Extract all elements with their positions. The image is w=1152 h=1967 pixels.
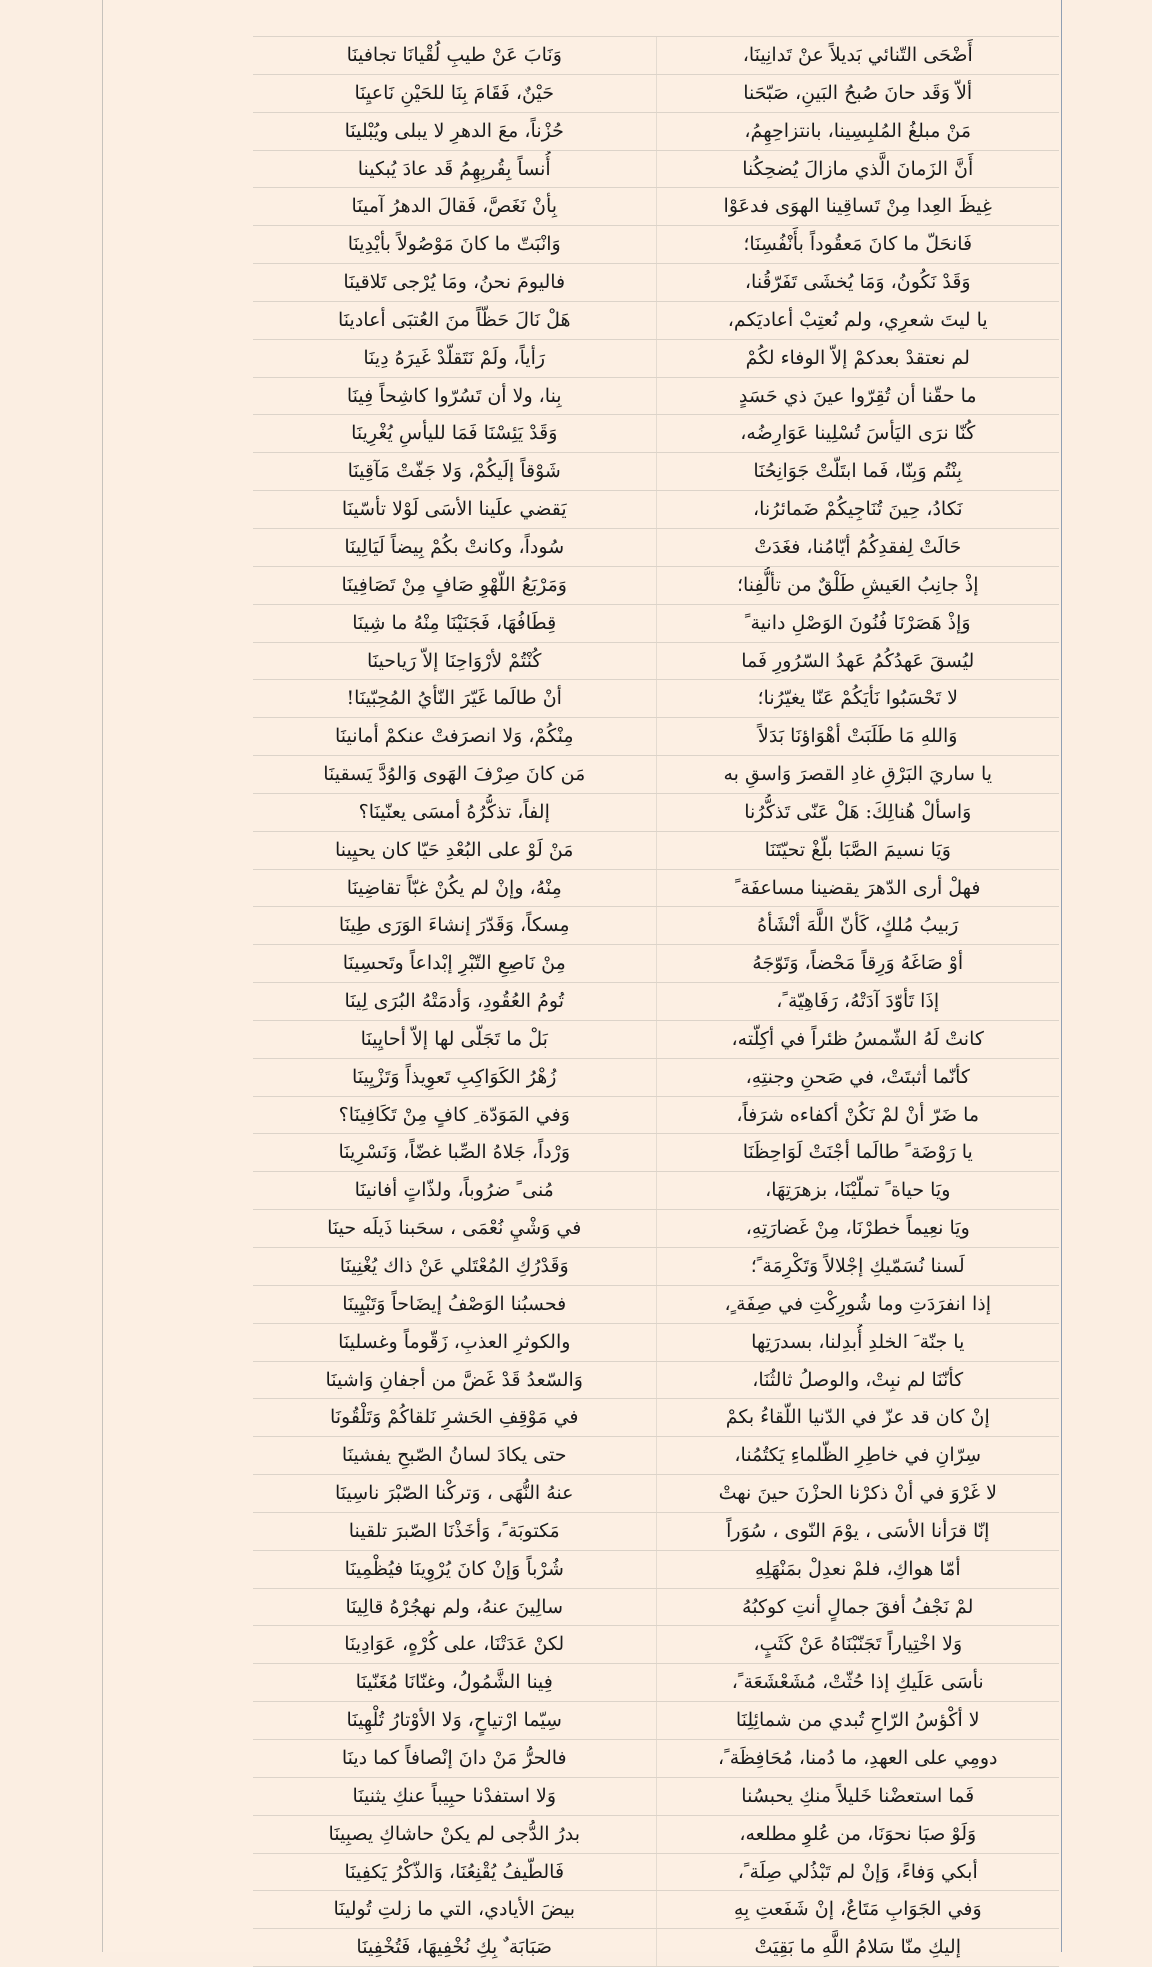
verse-second-hemistich: فَالطّيفُ يُقْنِعُنَا، وَالذّكْرُ يَكفِينَا (344, 1860, 565, 1883)
verse-second-hemistich: بدرُ الدُّجى لم يكنْ حاشاكِ يصبِينَا (328, 1822, 581, 1845)
verse-second-hemistich: مُنى ً ضرُوباً، ولذّاتٍ أفانينَا (354, 1179, 554, 1202)
verse-row (253, 37, 1059, 75)
verse-row (253, 340, 1059, 378)
verse-first-hemistich: إنّا قرَأنا الأسَى ، يوْمَ النّوى ، سُوَراً (656, 1513, 1060, 1550)
verse-second-hemistich: فحسبُنا الوَصْفُ إيضَاحاً وَتَبْيِينَا (342, 1292, 567, 1315)
verse-first-hemistich: رَبيبُ مُلكٍ، كَأنّ اللَّهَ أنْشَأهُ (656, 907, 1060, 944)
verse-row (253, 1362, 1059, 1400)
verse-first-hemistich: يا ساريَ البَرْقِ غادِ القصرَ وَاسقِ به (656, 756, 1060, 793)
verse-second-hemistich: حتى يكادَ لسانُ الصّبحِ يفشينَا (341, 1444, 567, 1467)
verse-first-hemistich: فَانحَلّ ما كانَ مَعقُوداً بأَنْفُسِنَا؛ (656, 226, 1060, 263)
verse-row (253, 1248, 1059, 1286)
verse-second-hemistich: فالحرُّ مَنْ دانَ إنْصافاً كما دينَا (341, 1746, 567, 1769)
verse-second-hemistich: سِيّما ارْتياحٍ، وَلا الأوْتارُ تُلْهِينَا (346, 1709, 562, 1732)
verse-row (253, 907, 1059, 945)
verse-second-hemistich: وَنَابَ عَنْ طيبِ لُقْيانَا تجافينَا (346, 44, 562, 66)
verse-row (253, 1702, 1059, 1740)
verse-second-hemistich: وَقَدْرُكِ المُعْتَلي عَنْ ذاك يُغْنِينَا (339, 1255, 569, 1277)
verse-row (253, 302, 1059, 340)
verse-second-hemistich: فاليومَ نحنُ، ومَا يُرْجى تَلاقينَا (343, 271, 566, 294)
verse-row (253, 264, 1059, 302)
verse-first-hemistich: إذَا تَأوّدَ آدَتْهُ، رَفَاهِيّة ً، (656, 983, 1060, 1020)
verse-row (253, 1286, 1059, 1324)
verse-second-hemistich: صَبَابَة ٌ بِكِ نُخْفِيهَا، فَتُخْفِينَا (356, 1936, 553, 1959)
verse-second-hemistich: مَنْ لَوْ على البُعْدِ حَيّا كان يحيِينا (335, 838, 574, 861)
verse-row (253, 1513, 1059, 1551)
verse-row (253, 983, 1059, 1021)
verse-row (253, 415, 1059, 453)
verse-second-hemistich: وَانْبَتّ ما كانَ مَوْصُولاً بأيْدِينَا (347, 233, 561, 256)
verse-first-hemistich: أَنَّ الزَمانَ الَّذي مازالَ يُضحِكُنا (656, 151, 1060, 188)
verse-second-hemistich: شَوْقاً إلَيكُمْ، وَلا جَفّتْ مَآقِينَا (347, 460, 561, 483)
verse-row (253, 1437, 1059, 1475)
verse-row (253, 1929, 1059, 1967)
verse-row (253, 1134, 1059, 1172)
verse-second-hemistich: في مَوْقِفِ الحَشرِ نَلقاكُمْ وَتَلْقُونَا (329, 1406, 579, 1429)
verse-row (253, 1626, 1059, 1664)
verse-second-hemistich: تُومُ العُقُودِ، وَأدمَتْهُ البُرَى لِينَا (344, 990, 564, 1013)
verse-row (253, 1172, 1059, 1210)
verse-second-hemistich: في وَشْيِ نُعْمَى ، سحَبنا ذَيلَه حينَا (327, 1217, 582, 1240)
verse-second-hemistich: فِينا الشَّمُولُ، وغنّانَا مُغَنّينَا (355, 1671, 553, 1694)
verse-first-hemistich: لا أكْؤسُ الرّاحِ تُبدي من شمائِلِنَا (656, 1702, 1060, 1739)
verse-row (253, 1740, 1059, 1778)
verse-second-hemistich: بِأنْ نَغَصَّ، فَقالَ الدهرُ آمينَا (351, 195, 558, 218)
verse-first-hemistich: أوْ صَاغَهُ وَرِقاً مَحْضاً، وَتَوّجَهُ (656, 945, 1060, 982)
verse-row (253, 188, 1059, 226)
verse-first-hemistich: لا غَرْوَ في أنْ ذكرْنا الحزْنَ حينَ نهتْ (656, 1475, 1060, 1512)
verse-second-hemistich: وَفي المَوَدّة ِ كافٍ مِنْ تَكَافِينَا؟ (338, 1103, 570, 1126)
verse-row (253, 1891, 1059, 1929)
verse-first-hemistich: وَلَوْ صبَا نحوَنَا، من عُلوِ مطلعه، (656, 1816, 1060, 1853)
verse-second-hemistich: حَيْنٌ، فَقَامَ بِنَا للحَيْنِ نَاعيِنَا (354, 81, 554, 104)
verse-first-hemistich: لا تَحْسَبُوا نَأيَكُمْ عَنّا يغيّرُنا؛ (656, 680, 1060, 717)
verse-row (253, 1589, 1059, 1627)
verse-row (253, 1210, 1059, 1248)
verse-second-hemistich: أُنساً بِقُربِهِمُ قَد عادَ يُبكينا (357, 157, 551, 180)
verse-row (253, 1664, 1059, 1702)
verse-second-hemistich: مِسكاً، وَقَدّرَ إنشاءَ الوَرَى طِينَا (338, 914, 570, 937)
verse-first-hemistich: ويَا حياة ً تملّيْنَا، بزهرَتِهَا، (656, 1172, 1060, 1209)
verse-first-hemistich: كأنّنَا لم نبِتْ، والوصلُ ثالثُنَا، (656, 1362, 1060, 1399)
verse-second-hemistich: وَرْداً، جَلاهُ الصِّبا غضّاً، وَنَسْرِينَا (338, 1141, 571, 1164)
verse-first-hemistich: وَاسألْ هُنالِكَ: هَلْ عَنّى تَذكُّرُنا (656, 794, 1060, 831)
verse-second-hemistich: مِنْهُ، وإنْ لم يكُنْ غبّاً تقاضِينَا (346, 876, 562, 899)
verse-second-hemistich: شُرْباً وَإنْ كانَ يُرْوِينَا فيُظْمِينَا (344, 1557, 564, 1580)
verse-row (253, 1854, 1059, 1892)
verse-row (253, 794, 1059, 832)
verse-row (253, 1324, 1059, 1362)
verse-first-hemistich: ويَا نعِيماً خطرْنَا، مِنْ غَضارَتِهِ، (656, 1210, 1060, 1247)
verse-first-hemistich: كأنّما أثبتَتْ، في صَحنِ وجنتِهِ، (656, 1059, 1060, 1096)
verse-second-hemistich: يَقضي علَينا الأسَى لَوْلا تأسّينَا (341, 498, 567, 521)
verse-first-hemistich: كُنّا نرَى اليَأسَ تُسْلِينا عَوَارِضُه، (656, 415, 1060, 452)
verse-second-hemistich: إلفاً، تذكُّرُهُ أمسَى يعنّينَا؟ (358, 800, 550, 823)
verse-row (253, 756, 1059, 794)
verse-second-hemistich: كُنْتُمْ لأرْوَاحِنَا إلاّ رَياحينَا (367, 649, 542, 672)
verse-row (253, 567, 1059, 605)
verse-first-hemistich: وَقَدْ نَكُونُ، وَمَا يُخشَى تَفَرّقُنا، (656, 264, 1060, 301)
verse-first-hemistich: سِرّانِ في خاطِرِ الظّلماءِ يَكتُمُنا، (656, 1437, 1060, 1474)
verse-first-hemistich: لم نعتقدْ بعدكمْ إلاّ الوفاء لكُمْ (656, 340, 1060, 377)
verse-first-hemistich: دومِي على العهدِ، ما دُمنا، مُحَافِظَة ً، (656, 1740, 1060, 1777)
verse-row (253, 1021, 1059, 1059)
verse-first-hemistich: ما حقّنا أن تُقِرّوا عينَ ذي حَسَدٍ (656, 378, 1060, 415)
verse-second-hemistich: قِطَافُهَا، فَجَنَيْنَا مِنْهُ ما شِينَا (352, 611, 557, 634)
verse-row (253, 1399, 1059, 1437)
verse-second-hemistich: لكنْ عَدَتْنَا، على كُرْهٍ، عَوَادِينَا (344, 1633, 565, 1656)
verse-row (253, 378, 1059, 416)
verse-second-hemistich: مَكتوبَة ً، وَأخَذْنَا الصّبرَ تلقينا (348, 1519, 560, 1542)
verse-first-hemistich: مَنْ مبلغُ المُلبِسِينا، بانتزاحِهِمُ، (656, 113, 1060, 150)
verse-first-hemistich: إنْ كان قد عزّ في الدّنيا اللّقاءُ بكمْ (656, 1399, 1060, 1436)
verse-row (253, 453, 1059, 491)
verse-second-hemistich: وَقَدْ يَئِسْنَا فَمَا لليأسِ يُغْرِينَا (351, 422, 558, 445)
verse-row (253, 1551, 1059, 1589)
verse-second-hemistich: بِنا، ولا أن تَسُرّوا كاشِحاً فِينَا (346, 384, 562, 407)
verse-row (253, 113, 1059, 151)
verse-first-hemistich: أَضْحَى التّنائي بَديلاً عنْ تَدانِينَا، (656, 37, 1060, 74)
verse-row (253, 870, 1059, 908)
verse-first-hemistich: وَإذْ هَصَرْنَا فُنُونَ الوَصْلِ دانية ً (656, 605, 1060, 642)
verse-first-hemistich: أبكي وَفاءً، وَإنْ لم تَبْذُلي صِلَة ً، (656, 1854, 1060, 1891)
verse-first-hemistich: ألاّ وَقَد حانَ صُبحُ البَينِ، صَبّحَنا (656, 75, 1060, 112)
verse-first-hemistich: وَيَا نسيمَ الصَّبَا بلّغْ تحيّتَنَا (656, 832, 1060, 869)
verse-first-hemistich: بِنْتُم وَبِنّا، فَما ابتَلّتْ جَوَانِحُنَا (656, 453, 1060, 490)
verse-first-hemistich: إذْ جانِبُ العَيشِ طَلْقٌ من تألُّفِنا؛ (656, 567, 1060, 604)
verse-row (253, 718, 1059, 756)
verse-second-hemistich: زُهْرُ الكَوَاكِبِ تَعوِيذاً وَتَزْيِينَا (352, 1065, 557, 1088)
verse-first-hemistich: يا رَوْضَة ً طالَما أجْنَتْ لَوَاحِظَنَا (656, 1134, 1060, 1171)
verse-first-hemistich: كانتْ لَهُ الشّمسُ ظئراً في أكِلّته، (656, 1021, 1060, 1058)
verse-second-hemistich: وَمَرْبَعُ اللّهْوِ صَافٍ مِنْ تَصَافِينَا (341, 573, 567, 596)
verse-row (253, 1059, 1059, 1097)
verse-second-hemistich: رَأياً، ولَمْ نَتَقلّدْ غَيرَهُ دِينَا (363, 346, 546, 369)
verse-first-hemistich: لمْ نَجْفُ أفقَ جمالٍ أنتِ كوكبُهُ (656, 1589, 1060, 1626)
verse-first-hemistich: إليكِ منّا سَلامُ اللَّهِ ما بَقِيَتْ (656, 1929, 1060, 1966)
verse-row (253, 945, 1059, 983)
verse-second-hemistich: مَن كانَ صِرْفَ الهَوى وَالوُدَّ يَسقينَا (323, 763, 586, 786)
verse-first-hemistich: حَالَتْ لِفقدِكُمُ أيّامُنا، فغَدَتْ (656, 529, 1060, 566)
verse-row (253, 491, 1059, 529)
verse-row (253, 643, 1059, 681)
verse-first-hemistich: أمّا هواكِ، فلمْ نعدِلْ بمَنْهَلِهِ (656, 1551, 1060, 1588)
verse-first-hemistich: وَاللهِ مَا طَلَبَتْ أهْوَاؤنَا بَدَلاً (656, 718, 1060, 755)
verse-first-hemistich: ليُسقَ عَهدُكُمُ عَهدُ السّرُورِ فَما (656, 643, 1060, 680)
verse-row (253, 1816, 1059, 1854)
verse-row (253, 1475, 1059, 1513)
verse-second-hemistich: أنْ طالَما غَيّرَ النّأيُ المُحِبّينَا! (346, 687, 562, 710)
verse-second-hemistich: والكوثرِ العذبِ، زَقّوماً وغسلينَا (338, 1330, 571, 1353)
verse-first-hemistich: نأسَى عَلَيكِ إذا حُثّتْ، مُشَعْشَعَة ً، (656, 1664, 1060, 1701)
verse-second-hemistich: وَلا استفدْنا حبِيباً عنكِ يثنينَا (352, 1784, 557, 1807)
verse-first-hemistich: لَسنا نُسَمّيكِ إجْلالاً وَتَكْرِمَة ً؛ (656, 1248, 1060, 1285)
verse-first-hemistich: وَفي الجَوَابِ مَتَاعٌ، إنْ شَفَعتِ بِهِ (656, 1891, 1060, 1928)
verse-first-hemistich: نَكادُ، حِينَ تُنَاجِيكُمْ ضَمائرُنا، (656, 491, 1060, 528)
verse-row (253, 529, 1059, 567)
page-frame (102, 0, 1062, 1959)
verse-row (253, 226, 1059, 264)
verse-second-hemistich: سالِينَ عنهُ، ولم نهجُرْهُ قالِينَا (345, 1595, 564, 1618)
verse-first-hemistich: ما ضَرّ أنْ لمْ نَكُنْ أكفاءه شرَفاً، (656, 1097, 1060, 1134)
verse-row (253, 680, 1059, 718)
verse-first-hemistich: إذا انفرَدَتِ وما شُورِكْتِ في صِفَة ٍ، (656, 1286, 1060, 1323)
verse-first-hemistich: غِيظَ العِدا مِنْ تَساقِينا الهوَى فدعَوْا (656, 188, 1060, 225)
verse-second-hemistich: مِنْ نَاصِعِ التّبْرِ إبْداعاً وتَحسِينَا (342, 952, 566, 975)
verse-first-hemistich: يا ليتَ شعرِي، ولم نُعتِبْ أعاديَكم، (656, 302, 1060, 339)
poem-table (253, 36, 1059, 1967)
verse-row (253, 832, 1059, 870)
verse-second-hemistich: سُوداً، وكانتْ بكُمْ بِيضاً لَيَالِينَا (344, 535, 565, 558)
verse-first-hemistich: وَلا اخْتِياراً تَجَنّبْنَاهُ عَنْ كَثَبٍ، (656, 1626, 1060, 1663)
verse-second-hemistich: عنهُ النُّهَى ، وَتركْنا الصّبْرَ ناسِينَا (334, 1482, 574, 1505)
verse-row (253, 151, 1059, 189)
verse-row (253, 1778, 1059, 1816)
verse-second-hemistich: بيضَ الأيادي، التي ما زلتِ تُولينَا (333, 1898, 576, 1921)
verse-row (253, 605, 1059, 643)
verse-second-hemistich: وَالسّعدُ قَدْ غَضَّ من أجفانِ وَاشينَا (325, 1368, 583, 1391)
verse-second-hemistich: هَلْ نَالَ حَظّاً منَ العُتبَى أعادينَا (338, 308, 571, 331)
verse-second-hemistich: حُزْناً، معَ الدهرِ لا يبلى ويُبْلينَا (344, 119, 564, 142)
verse-first-hemistich: فَما استعضْنا خَليلاً منكِ يحبسُنا (656, 1778, 1060, 1815)
verse-second-hemistich: مِنْكُمْ، وَلا انصرَفتْ عنكمْ أمانينَا (334, 725, 574, 748)
verse-row (253, 75, 1059, 113)
verse-second-hemistich: بَلْ ما تَجَلّى لها إلاّ أحايِينَا (360, 1027, 548, 1050)
verse-row (253, 1097, 1059, 1135)
verse-first-hemistich: يا جنّة َ الخلدِ أُبدِلنا، بسدرَتِها (656, 1324, 1060, 1361)
verse-first-hemistich: فهلْ أرى الدّهرَ يقضينا مساعفَة ً (656, 870, 1060, 907)
